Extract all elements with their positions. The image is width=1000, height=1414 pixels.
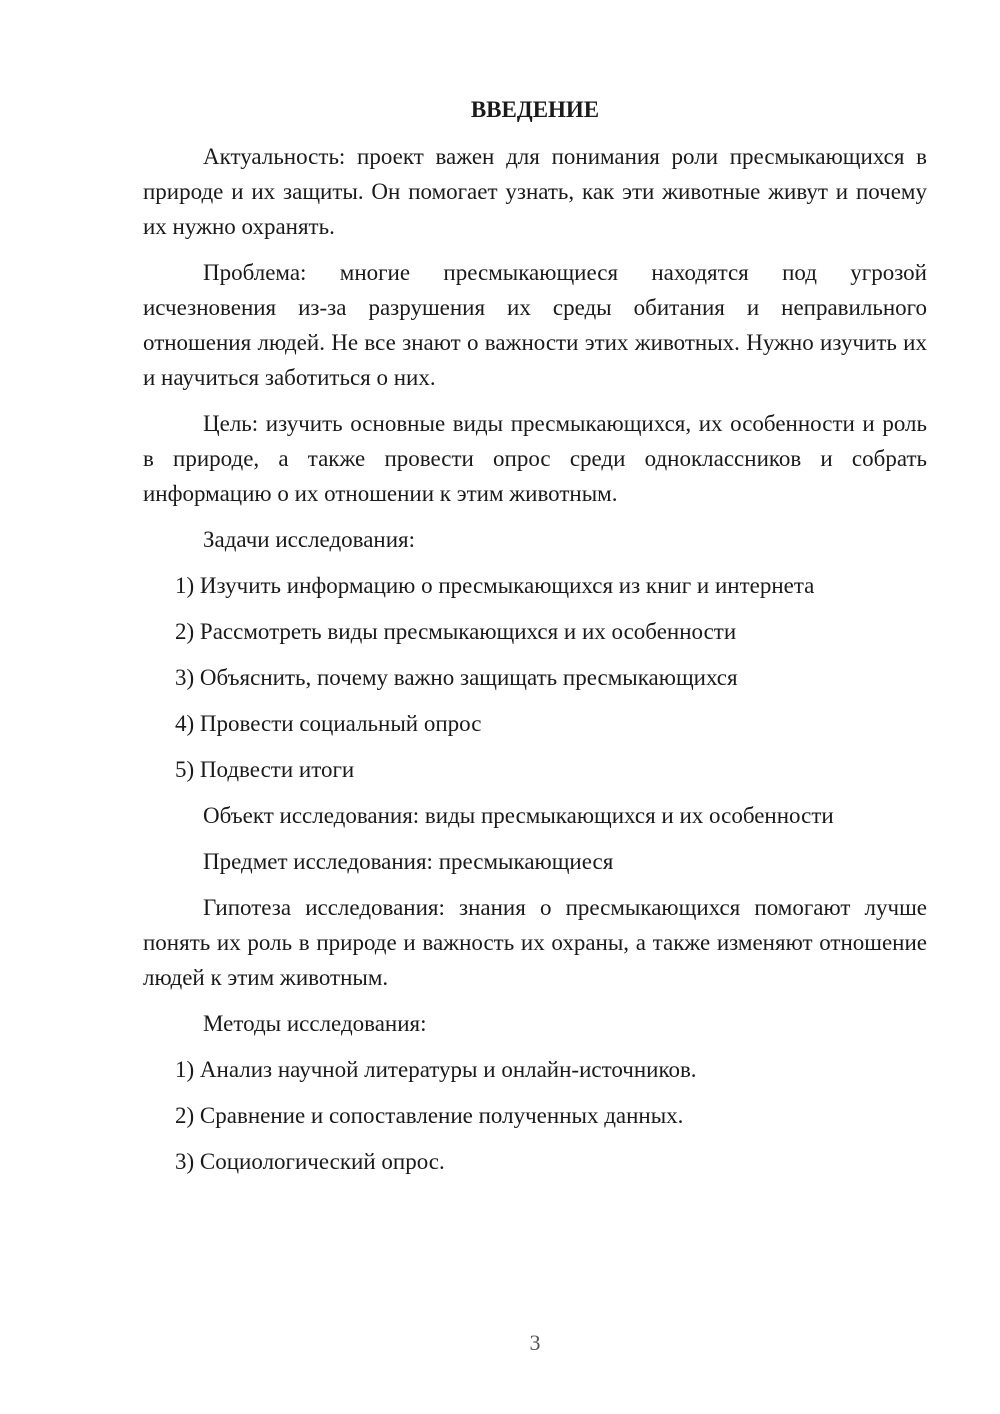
- methods-label: Методы исследования:: [203, 1011, 427, 1036]
- tasks-label: Задачи исследования:: [203, 527, 416, 552]
- relevance-paragraph: Актуальность: проект важен для понимания роли пресмыкающихся в природе и их защиты. Он помогает узнать, как эти животные живут и почему их нужно охранять.: [143, 144, 927, 239]
- method-item: 2) Сравнение и сопоставление полученных данных.: [175, 1103, 684, 1128]
- task-item: 4) Провести социальный опрос: [175, 711, 482, 736]
- subject-line: Предмет исследования: пресмыкающиеся: [203, 849, 614, 874]
- page-content: [143, 92, 927, 1190]
- task-item: 2) Рассмотреть виды пресмыкающихся и их особенности: [175, 619, 737, 644]
- page-number: 3: [529, 1330, 541, 1355]
- section-title: ВВЕДЕНИЕ: [470, 97, 600, 122]
- object-line: Объект исследования: виды пресмыкающихся и их особенности: [203, 803, 834, 828]
- goal-paragraph: Цель: изучить основные виды пресмыкающихся, их особенности и роль в природе, а также провести опрос среди одноклассников и собрать информацию о их отношении к этим животным.: [143, 411, 927, 506]
- hypothesis-paragraph: Гипотеза исследования: знания о пресмыкающихся помогают лучше понять их роль в природе и важность их охраны, а также изменяют отношение людей к этим животным.: [143, 895, 927, 990]
- method-item: 1) Анализ научной литературы и онлайн-источников.: [175, 1057, 697, 1082]
- task-item: 5) Подвести итоги: [175, 757, 355, 782]
- methods-list: [143, 1052, 927, 1179]
- tasks-list: [143, 568, 927, 787]
- method-item: 3) Социологический опрос.: [175, 1149, 445, 1174]
- task-item: 3) Объяснить, почему важно защищать пресмыкающихся: [175, 665, 738, 690]
- task-item: 1) Изучить информацию о пресмыкающихся из книг и интернета: [175, 573, 815, 598]
- problem-paragraph: Проблема: многие пресмыкающиеся находятся под угрозой исчезновения из-за разрушения их среды обитания и неправильного отношения людей. Не все знают о важности этих животных. Нужно изучить их и научиться заботиться о них.: [143, 260, 927, 390]
